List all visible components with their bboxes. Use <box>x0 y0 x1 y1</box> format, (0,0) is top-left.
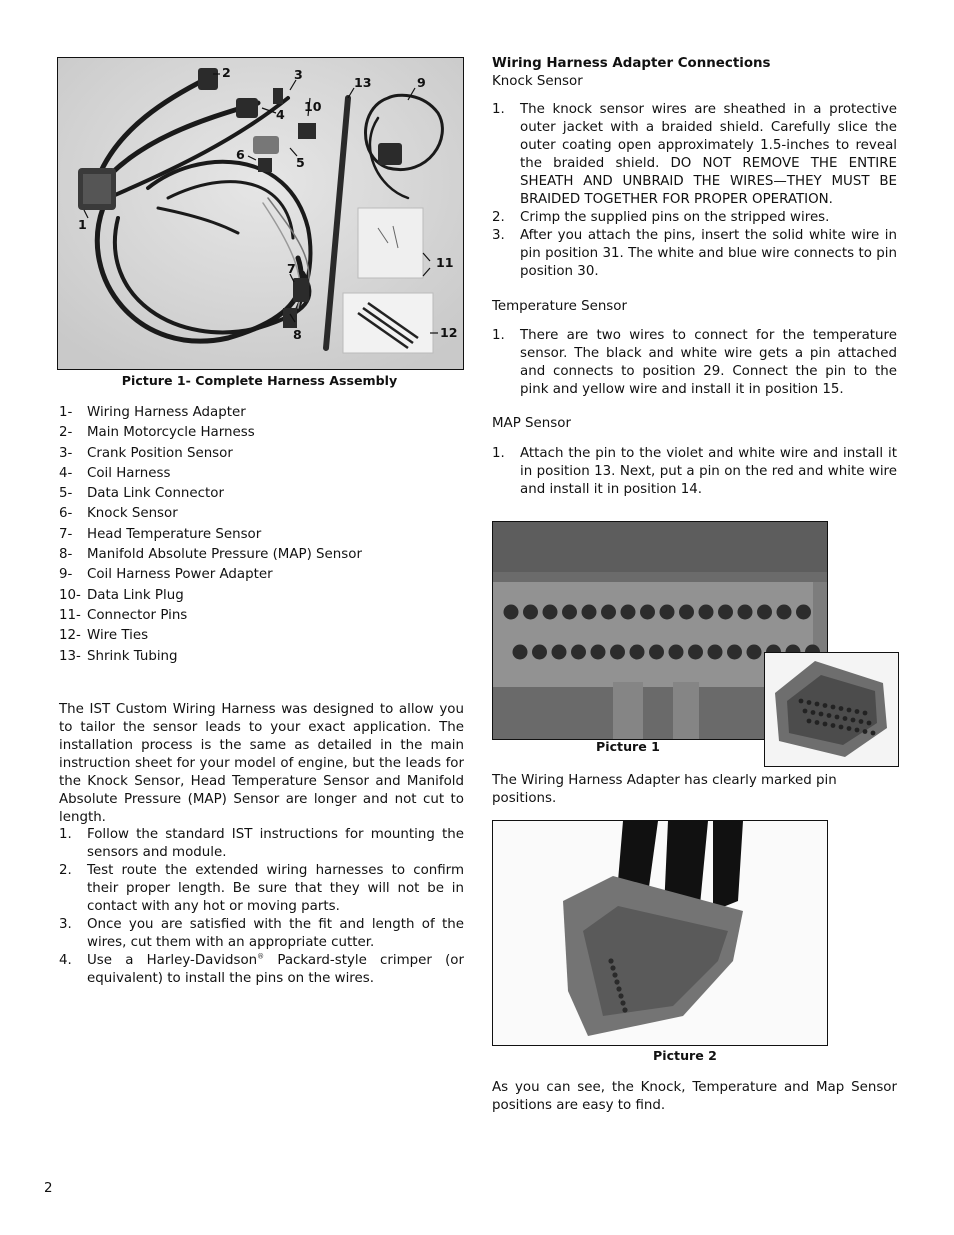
pin-hole <box>601 605 616 620</box>
pin-hole <box>718 605 733 620</box>
picture2-description: As you can see, the Knock, Temperature and Map Sensor positions are easy to find. <box>492 1080 897 1113</box>
pin-hole <box>543 605 558 620</box>
pin-hole <box>610 965 615 970</box>
pin-hole <box>616 986 621 991</box>
pin-hole <box>796 605 811 620</box>
adapter-inset-illustration <box>765 653 898 766</box>
temperature-sensor-steps <box>492 327 897 399</box>
pin-hole <box>708 645 723 660</box>
pin-hole <box>851 718 856 723</box>
pin-hole <box>504 605 519 620</box>
pin-hole <box>618 993 623 998</box>
pin-hole <box>621 605 636 620</box>
pin-hole <box>620 1000 625 1005</box>
pin-hole <box>871 731 876 736</box>
adapter-inset-photo <box>764 652 899 767</box>
pin-hole <box>608 958 613 963</box>
pin-hole <box>532 645 547 660</box>
map-sensor-steps <box>492 445 897 499</box>
callout-2: 2 <box>222 65 231 80</box>
pin-hole <box>867 721 872 726</box>
pin-hole <box>827 713 832 718</box>
callout-7: 7 <box>287 261 296 276</box>
pin-hole <box>679 605 694 620</box>
temperature-sensor-title: Temperature Sensor <box>492 299 627 314</box>
sensor-positions-photo <box>492 820 828 1046</box>
page-number: 2 <box>44 1181 53 1196</box>
list-item: 2. Crimp the supplied pins on the stripped wires. <box>492 210 830 225</box>
pin-hole <box>571 645 586 660</box>
picture1-caption: Picture 1 <box>596 739 660 754</box>
figure1-caption: Picture 1- Complete Harness Assembly <box>121 373 398 388</box>
pin-hole <box>855 728 860 733</box>
pin-hole <box>747 645 762 660</box>
callout-11: 11 <box>436 255 454 270</box>
list-item: 4. Use a Harley-Davidson® Packard-style crimper (or equivalent) to install the pins on the wires. <box>59 952 465 986</box>
callout-12: 12 <box>440 325 458 340</box>
registered-mark: ® <box>257 952 265 961</box>
list-item: 3. Once you are satisfied with the fit and length of the wires, cut them with an appropriate cutter. <box>59 917 464 950</box>
pin-hole <box>831 723 836 728</box>
pin-hole <box>839 706 844 711</box>
list-item: 6- Knock Sensor <box>59 506 178 522</box>
callout-3: 3 <box>294 67 303 82</box>
pin-hole <box>523 605 538 620</box>
pin-hole <box>839 725 844 730</box>
pin-hole <box>614 979 619 984</box>
parts-list <box>59 403 464 667</box>
callout-9: 9 <box>417 75 426 90</box>
callout-4: 4 <box>276 107 285 122</box>
list-item: 1. Follow the standard IST instructions for mounting the sensors and module. <box>59 827 464 860</box>
list-item: 3- Crank Position Sensor <box>59 445 233 461</box>
list-item: 5- Data Link Connector <box>59 486 224 502</box>
pin-hole <box>622 1007 627 1012</box>
pin-hole <box>803 709 808 714</box>
list-item: 8- Manifold Absolute Pressure (MAP) Sensor <box>59 547 362 563</box>
pin-hole <box>582 605 597 620</box>
pin-hole <box>630 645 645 660</box>
pin-hole <box>819 712 824 717</box>
pin-hole <box>562 605 577 620</box>
pin-hole <box>843 716 848 721</box>
pin-hole <box>777 605 792 620</box>
pin-hole <box>699 605 714 620</box>
callout-13: 13 <box>354 75 372 90</box>
callout-8: 8 <box>293 327 302 342</box>
pin-hole <box>831 705 836 710</box>
list-item: 13- Shrink Tubing <box>59 648 178 664</box>
list-item: 10- Data Link Plug <box>59 587 184 603</box>
install-steps <box>59 826 464 988</box>
harness-assembly-photo <box>57 57 464 370</box>
pin-hole <box>660 605 675 620</box>
callout-1: 1 <box>78 217 87 232</box>
pin-hole <box>610 645 625 660</box>
pin-hole <box>855 709 860 714</box>
pin-hole <box>823 703 828 708</box>
callout-10: 10 <box>304 99 322 114</box>
callout-5: 5 <box>296 155 305 170</box>
pin-hole <box>863 729 868 734</box>
list-item: 9- Coil Harness Power Adapter <box>59 567 273 583</box>
list-item: 4- Coil Harness <box>59 465 171 481</box>
pin-hole <box>823 722 828 727</box>
pin-hole <box>688 645 703 660</box>
list-item: 7- Head Temperature Sensor <box>59 526 262 542</box>
pin-hole <box>640 605 655 620</box>
pin-hole <box>847 708 852 713</box>
pin-hole <box>591 645 606 660</box>
map-sensor-title: MAP Sensor <box>492 416 571 431</box>
pin-hole <box>669 645 684 660</box>
pin-hole <box>513 645 528 660</box>
list-item: 2. Test route the extended wiring harnesses to confirm their proper length. Be sure that they will not be in contact with any hot or moving parts. <box>59 863 464 914</box>
pin-hole <box>649 645 664 660</box>
section-heading: Wiring Harness Adapter Connections <box>492 56 771 71</box>
knock-sensor-steps <box>492 101 897 281</box>
list-item: 1. The knock sensor wires are sheathed in a protective outer jacket with a braided shield. Carefully slice the outer coating open approximately 1.5-inches to reveal the braided shield. DO NOT REMOVE THE ENTIRE SHEATH AND UNBRAID THE WIRES—THEY MUST BE BRAIDED TOGETHER FOR PROPER OPERATION. <box>492 102 897 207</box>
pin-hole <box>847 726 852 731</box>
pin-hole <box>612 972 617 977</box>
list-item: 12- Wire Ties <box>59 628 149 644</box>
callout-6: 6 <box>236 147 245 162</box>
list-item: 1. Attach the pin to the violet and white wire and install it in position 13. Next, put a pin on the red and white wire and install it in position 14. <box>492 446 897 497</box>
list-item: 1. There are two wires to connect for the temperature sensor. The black and white wire gets a pin attached and connects to position 29. Connect the pin to the pink and yellow wire and install it in position 15. <box>492 328 897 397</box>
pin-hole <box>807 700 812 705</box>
pin-hole <box>738 605 753 620</box>
picture2-caption: Picture 2 <box>653 1048 717 1063</box>
pin-hole <box>835 715 840 720</box>
pin-hole <box>552 645 567 660</box>
pin-hole <box>815 702 820 707</box>
pin-hole <box>859 719 864 724</box>
pin-hole <box>815 720 820 725</box>
pin-hole <box>863 711 868 716</box>
pin-hole <box>727 645 742 660</box>
knock-sensor-title: Knock Sensor <box>492 74 583 89</box>
sensor-positions-illustration <box>493 821 827 1045</box>
pin-hole <box>807 719 812 724</box>
intro-paragraph: The IST Custom Wiring Harness was designed to allow you to tailor the sensor leads to your exact application. The installation process is the same as detailed in the main instruction sheet for your model of engine, but the leads for the Knock Sensor, Head Temperature Sensor and Manifold Absolute Pressure (MAP) Sensor are longer and not cut to length. <box>59 702 464 825</box>
pin-hole <box>811 710 816 715</box>
list-item: 3. After you attach the pins, insert the solid white wire in pin position 31. The white and blue wire connects to pin position 30. <box>492 228 897 279</box>
list-item: 1- Wiring Harness Adapter <box>59 405 246 420</box>
list-item: 2- Main Motorcycle Harness <box>59 425 255 441</box>
picture1-description: The Wiring Harness Adapter has clearly marked pin positions. <box>492 773 837 806</box>
pin-hole <box>799 699 804 704</box>
harness-assembly-illustration <box>58 58 463 369</box>
list-item: 11- Connector Pins <box>59 607 188 623</box>
pin-hole <box>757 605 772 620</box>
